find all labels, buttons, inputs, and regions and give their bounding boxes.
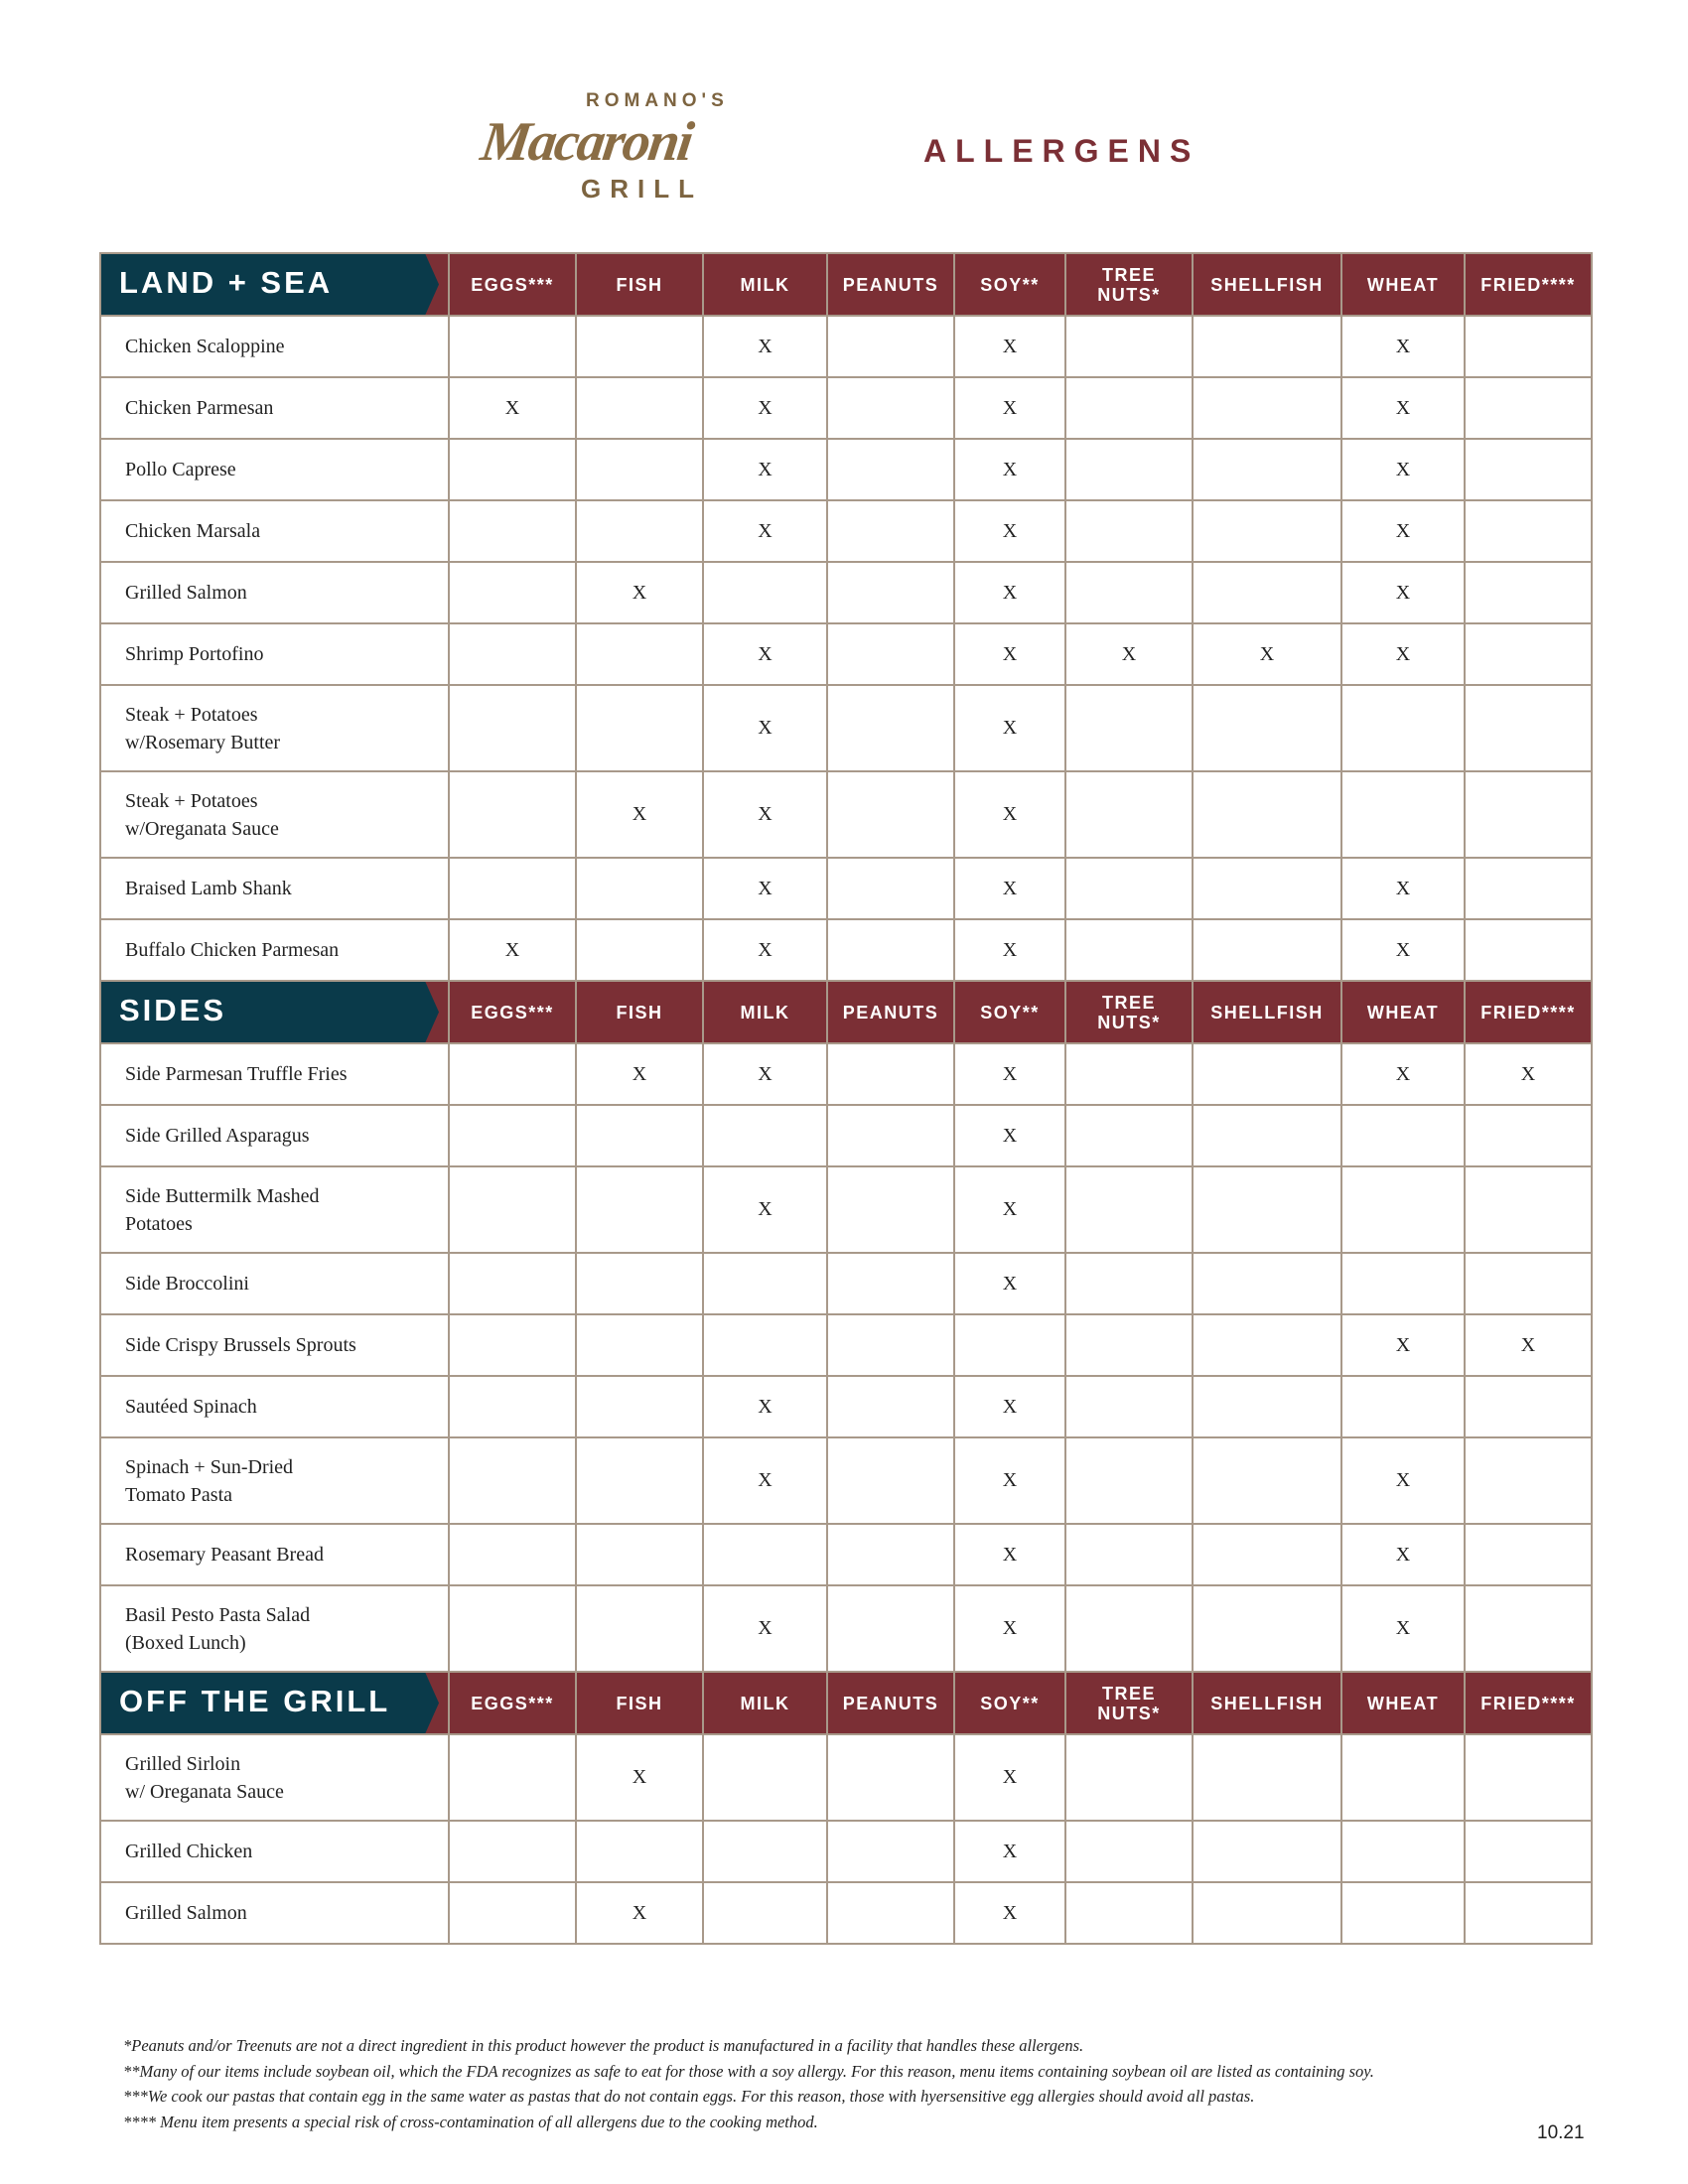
allergen-cell: X — [1341, 919, 1465, 981]
menu-item-name: Steak + Potatoes w/Oreganata Sauce — [100, 771, 449, 858]
allergen-cell: X — [954, 1585, 1065, 1672]
allergen-cell: X — [954, 1882, 1065, 1944]
allergen-cell — [576, 919, 703, 981]
allergen-cell — [1465, 771, 1592, 858]
table-row — [100, 858, 1592, 919]
allergen-cell: X — [1341, 1437, 1465, 1524]
version-label: 10.21 — [1537, 2122, 1585, 2143]
allergen-cell: X — [954, 562, 1065, 623]
allergen-cell — [449, 1734, 576, 1821]
section-title-text: OFF THE GRILL — [119, 1683, 391, 1718]
allergen-cell — [827, 377, 954, 439]
menu-item-name: Grilled Salmon — [100, 1882, 449, 1944]
allergen-cell — [1065, 1821, 1193, 1882]
allergen-cell — [576, 377, 703, 439]
section-title-text: SIDES — [119, 992, 227, 1027]
allergen-cell — [576, 858, 703, 919]
allergen-cell — [1465, 439, 1592, 500]
allergen-cell — [576, 1105, 703, 1166]
allergen-cell — [1193, 1314, 1341, 1376]
menu-item-name: Chicken Scaloppine — [100, 316, 449, 377]
allergen-cell: X — [954, 439, 1065, 500]
allergen-cell — [1193, 1376, 1341, 1437]
allergen-cell — [1193, 439, 1341, 500]
allergen-cell — [1465, 685, 1592, 771]
allergen-cell — [576, 1524, 703, 1585]
allergen-cell — [449, 562, 576, 623]
allergen-cell — [449, 1585, 576, 1672]
allergen-cell — [1065, 1734, 1193, 1821]
allergen-cell — [576, 623, 703, 685]
allergen-cell: X — [703, 316, 827, 377]
allergen-cell: X — [954, 771, 1065, 858]
allergen-cell: X — [703, 623, 827, 685]
allergen-cell — [954, 1314, 1065, 1376]
allergen-cell — [703, 1524, 827, 1585]
allergen-cell — [449, 623, 576, 685]
menu-item-name: Grilled Sirloin w/ Oreganata Sauce — [100, 1734, 449, 1821]
footnote: **** Menu item presents a special risk of cross-contamination of all allergens due to the cooking method. — [123, 2112, 818, 2131]
allergen-cell — [703, 1821, 827, 1882]
allergen-cell: X — [449, 377, 576, 439]
allergen-cell — [1341, 1105, 1465, 1166]
menu-item-name: Side Broccolini — [100, 1253, 449, 1314]
allergen-cell — [1465, 1882, 1592, 1944]
allergen-cell — [1193, 1821, 1341, 1882]
allergen-cell — [703, 1105, 827, 1166]
menu-item-name: Spinach + Sun-Dried Tomato Pasta — [100, 1437, 449, 1524]
allergen-cell — [827, 1734, 954, 1821]
menu-item-name: Basil Pesto Pasta Salad (Boxed Lunch) — [100, 1585, 449, 1672]
allergen-cell — [1065, 439, 1193, 500]
table-row — [100, 500, 1592, 562]
allergen-cell: X — [703, 439, 827, 500]
allergen-cell — [576, 1437, 703, 1524]
allergen-cell: X — [1341, 500, 1465, 562]
table-row — [100, 562, 1592, 623]
column-header: PEANUTS — [827, 1672, 954, 1734]
column-header: PEANUTS — [827, 981, 954, 1043]
allergen-cell — [1465, 919, 1592, 981]
allergen-cell: X — [954, 685, 1065, 771]
menu-item-name: Buffalo Chicken Parmesan — [100, 919, 449, 981]
allergen-cell — [827, 1437, 954, 1524]
column-header: FISH — [576, 1672, 703, 1734]
allergen-cell — [576, 1166, 703, 1253]
table-row — [100, 439, 1592, 500]
menu-item-name: Sautéed Spinach — [100, 1376, 449, 1437]
table-row — [100, 1821, 1592, 1882]
allergen-cell — [576, 685, 703, 771]
menu-item-name: Chicken Marsala — [100, 500, 449, 562]
allergen-cell — [449, 1166, 576, 1253]
column-header: MILK — [703, 981, 827, 1043]
allergen-cell — [1065, 1376, 1193, 1437]
allergen-cell — [576, 1376, 703, 1437]
column-header: MILK — [703, 253, 827, 316]
allergen-cell: X — [1341, 1524, 1465, 1585]
menu-item-name: Side Grilled Asparagus — [100, 1105, 449, 1166]
menu-item-name: Side Parmesan Truffle Fries — [100, 1043, 449, 1105]
allergen-cell: X — [954, 1376, 1065, 1437]
menu-item-name: Pollo Caprese — [100, 439, 449, 500]
allergen-cell — [1065, 1105, 1193, 1166]
column-header: FRIED**** — [1465, 981, 1592, 1043]
allergen-cell: X — [703, 500, 827, 562]
column-header: WHEAT — [1341, 981, 1465, 1043]
column-header: PEANUTS — [827, 253, 954, 316]
allergen-cell — [1465, 1524, 1592, 1585]
column-header: WHEAT — [1341, 253, 1465, 316]
allergen-cell — [827, 771, 954, 858]
logo-romanos: ROMANO'S — [586, 90, 729, 111]
allergen-cell — [1465, 500, 1592, 562]
allergen-cell — [1193, 919, 1341, 981]
allergen-cell — [576, 500, 703, 562]
allergen-cell — [827, 1882, 954, 1944]
allergen-cell: X — [576, 771, 703, 858]
allergen-cell — [1193, 562, 1341, 623]
allergen-cell: X — [954, 1043, 1065, 1105]
allergen-cell: X — [954, 1253, 1065, 1314]
allergen-cell — [1193, 1043, 1341, 1105]
allergen-cell — [449, 1253, 576, 1314]
allergen-cell: X — [954, 1437, 1065, 1524]
allergen-cell — [1465, 1166, 1592, 1253]
table-row — [100, 685, 1592, 771]
table-row — [100, 919, 1592, 981]
allergen-cell — [827, 500, 954, 562]
menu-item-name: Shrimp Portofino — [100, 623, 449, 685]
allergen-cell — [827, 1376, 954, 1437]
allergen-cell: X — [1193, 623, 1341, 685]
allergen-cell — [576, 1585, 703, 1672]
allergen-cell — [1193, 858, 1341, 919]
allergen-cell — [449, 1105, 576, 1166]
column-header: FRIED**** — [1465, 253, 1592, 316]
allergen-cell: X — [703, 1585, 827, 1672]
table-row — [100, 1734, 1592, 1821]
allergen-cell — [1465, 1253, 1592, 1314]
menu-item-name: Side Buttermilk Mashed Potatoes — [100, 1166, 449, 1253]
column-header: MILK — [703, 1672, 827, 1734]
allergen-cell: X — [1341, 623, 1465, 685]
allergen-cell: X — [954, 500, 1065, 562]
section-title — [100, 981, 449, 1043]
allergen-cell — [1341, 1734, 1465, 1821]
allergen-cell: X — [576, 1734, 703, 1821]
footnote: ***We cook our pastas that contain egg in the same water as pastas that do not contain eggs. For this reason, those with hyersensitive egg allergies should avoid all pastas. — [123, 2087, 1255, 2106]
allergen-cell — [827, 1314, 954, 1376]
allergen-cell — [1193, 771, 1341, 858]
allergen-cell: X — [703, 1043, 827, 1105]
column-header: TREE NUTS* — [1065, 253, 1193, 316]
allergen-cell — [1341, 1166, 1465, 1253]
allergen-cell: X — [703, 771, 827, 858]
allergen-cell: X — [1341, 439, 1465, 500]
column-header: SHELLFISH — [1193, 981, 1341, 1043]
menu-item-name: Grilled Chicken — [100, 1821, 449, 1882]
allergen-cell — [1465, 316, 1592, 377]
table-row — [100, 771, 1592, 858]
allergen-cell — [576, 439, 703, 500]
allergen-cell: X — [954, 377, 1065, 439]
allergen-cell — [1465, 1734, 1592, 1821]
allergen-cell — [703, 562, 827, 623]
allergen-cell — [1465, 1437, 1592, 1524]
section-title — [100, 1672, 449, 1734]
allergen-cell — [827, 1821, 954, 1882]
column-header: WHEAT — [1341, 1672, 1465, 1734]
column-header: SOY** — [954, 1672, 1065, 1734]
section-header — [100, 253, 1592, 316]
allergen-cell: X — [576, 1043, 703, 1105]
table-row — [100, 1166, 1592, 1253]
allergen-cell — [827, 1166, 954, 1253]
allergen-cell — [1065, 1043, 1193, 1105]
allergen-cell — [1065, 1882, 1193, 1944]
allergen-table — [99, 252, 1593, 1945]
allergen-cell — [1341, 1821, 1465, 1882]
allergen-cell: X — [1341, 1043, 1465, 1105]
allergen-cell — [449, 1437, 576, 1524]
allergen-cell — [827, 858, 954, 919]
allergen-cell — [827, 685, 954, 771]
allergen-cell — [1065, 685, 1193, 771]
allergen-cell: X — [954, 1166, 1065, 1253]
table-row — [100, 1105, 1592, 1166]
allergen-cell — [1193, 1882, 1341, 1944]
allergen-cell: X — [954, 919, 1065, 981]
allergen-cell — [449, 1882, 576, 1944]
table-row — [100, 316, 1592, 377]
allergen-cell — [1465, 1585, 1592, 1672]
allergen-cell: X — [576, 562, 703, 623]
column-header: SHELLFISH — [1193, 1672, 1341, 1734]
allergen-cell — [1065, 500, 1193, 562]
allergen-cell — [703, 1314, 827, 1376]
allergen-cell — [703, 1734, 827, 1821]
page-title: ALLERGENS — [923, 133, 1200, 169]
allergen-cell — [576, 1314, 703, 1376]
menu-item-name: Braised Lamb Shank — [100, 858, 449, 919]
allergen-cell — [1065, 562, 1193, 623]
allergen-cell: X — [1465, 1043, 1592, 1105]
section-title — [100, 253, 449, 316]
table-row — [100, 1253, 1592, 1314]
allergen-cell — [827, 1585, 954, 1672]
allergen-cell — [1465, 1105, 1592, 1166]
allergen-cell: X — [1341, 377, 1465, 439]
allergen-cell — [1193, 377, 1341, 439]
table-row — [100, 1524, 1592, 1585]
allergen-cell: X — [954, 1524, 1065, 1585]
menu-item-name: Steak + Potatoes w/Rosemary Butter — [100, 685, 449, 771]
allergen-cell — [1065, 1437, 1193, 1524]
allergen-cell — [449, 858, 576, 919]
allergen-cell — [449, 316, 576, 377]
allergen-cell — [1193, 1524, 1341, 1585]
column-header: EGGS*** — [449, 1672, 576, 1734]
table-row — [100, 1882, 1592, 1944]
allergen-cell — [1193, 500, 1341, 562]
footnotes — [123, 2033, 1374, 2134]
menu-item-name: Grilled Salmon — [100, 562, 449, 623]
allergen-cell — [1193, 1734, 1341, 1821]
menu-item-name: Side Crispy Brussels Sprouts — [100, 1314, 449, 1376]
table-row — [100, 1043, 1592, 1105]
allergen-cell — [1065, 1166, 1193, 1253]
allergen-cell: X — [1341, 1585, 1465, 1672]
column-header: TREE NUTS* — [1065, 981, 1193, 1043]
allergen-cell — [1465, 377, 1592, 439]
allergen-cell — [449, 771, 576, 858]
section-header — [100, 1672, 1592, 1734]
allergen-cell — [703, 1882, 827, 1944]
allergen-cell — [1065, 919, 1193, 981]
allergen-cell — [1465, 1376, 1592, 1437]
footnote: *Peanuts and/or Treenuts are not a direct ingredient in this product however the product is manufactured in a facility that handles these allergens. — [123, 2036, 1084, 2055]
allergen-cell — [1193, 1253, 1341, 1314]
allergen-cell — [827, 316, 954, 377]
allergen-cell: X — [954, 316, 1065, 377]
column-header: EGGS*** — [449, 253, 576, 316]
allergen-cell — [449, 1314, 576, 1376]
allergen-cell — [1065, 377, 1193, 439]
allergen-cell: X — [1465, 1314, 1592, 1376]
allergen-cell: X — [576, 1882, 703, 1944]
footnote: **Many of our items include soybean oil, which the FDA recognizes as safe to eat for those with a soy allergy. For this reason, menu items containing soybean oil are listed as containing soy. — [123, 2061, 1374, 2081]
column-header: FRIED**** — [1465, 1672, 1592, 1734]
table-row — [100, 377, 1592, 439]
table-row — [100, 1314, 1592, 1376]
allergen-cell — [449, 500, 576, 562]
allergen-cell: X — [703, 1376, 827, 1437]
allergen-cell — [703, 1253, 827, 1314]
table-row — [100, 1585, 1592, 1672]
column-header: FISH — [576, 253, 703, 316]
allergen-cell — [1193, 1585, 1341, 1672]
allergen-cell — [576, 1821, 703, 1882]
column-header: SOY** — [954, 981, 1065, 1043]
allergen-cell — [827, 1043, 954, 1105]
allergen-cell — [1193, 316, 1341, 377]
allergen-cell — [1341, 685, 1465, 771]
allergen-cell — [449, 1376, 576, 1437]
allergen-cell — [1065, 858, 1193, 919]
allergen-cell — [449, 685, 576, 771]
allergen-cell — [1341, 1882, 1465, 1944]
allergen-cell: X — [703, 1166, 827, 1253]
allergen-cell: X — [449, 919, 576, 981]
allergen-cell: X — [703, 1437, 827, 1524]
allergen-cell — [449, 439, 576, 500]
allergen-cell — [1193, 1437, 1341, 1524]
allergen-cell: X — [703, 919, 827, 981]
section-title-text: LAND + SEA — [119, 264, 334, 300]
allergen-cell: X — [954, 1105, 1065, 1166]
allergen-cell — [1465, 858, 1592, 919]
allergen-cell — [1065, 1314, 1193, 1376]
table-row — [100, 1376, 1592, 1437]
allergen-cell: X — [703, 685, 827, 771]
allergen-cell: X — [1341, 1314, 1465, 1376]
allergen-cell — [827, 1524, 954, 1585]
allergen-cell — [1465, 623, 1592, 685]
column-header: SHELLFISH — [1193, 253, 1341, 316]
allergen-cell — [1065, 1524, 1193, 1585]
allergen-cell — [449, 1524, 576, 1585]
allergen-cell — [1465, 562, 1592, 623]
menu-item-name: Chicken Parmesan — [100, 377, 449, 439]
allergen-cell — [1341, 771, 1465, 858]
allergen-cell: X — [1065, 623, 1193, 685]
macaroni-grill-logo — [477, 90, 819, 206]
logo-grill: GRILL — [581, 174, 703, 204]
allergen-cell — [1065, 771, 1193, 858]
allergen-cell — [1341, 1376, 1465, 1437]
allergen-cell: X — [1341, 562, 1465, 623]
logo-macaroni: Macaroni — [477, 111, 696, 173]
allergen-cell — [1065, 1585, 1193, 1672]
allergen-cell — [827, 562, 954, 623]
table-row — [100, 1437, 1592, 1524]
column-header: FISH — [576, 981, 703, 1043]
allergen-cell — [1341, 1253, 1465, 1314]
allergen-cell — [1193, 685, 1341, 771]
allergen-cell: X — [703, 858, 827, 919]
allergen-cell — [1065, 1253, 1193, 1314]
allergen-cell: X — [1341, 858, 1465, 919]
section-header — [100, 981, 1592, 1043]
menu-item-name: Rosemary Peasant Bread — [100, 1524, 449, 1585]
column-header: TREE NUTS* — [1065, 1672, 1193, 1734]
allergen-cell: X — [954, 858, 1065, 919]
allergen-cell — [449, 1043, 576, 1105]
allergen-cell — [827, 1105, 954, 1166]
allergen-cell: X — [954, 1734, 1065, 1821]
allergen-cell: X — [954, 1821, 1065, 1882]
allergen-cell — [827, 919, 954, 981]
allergen-cell: X — [1341, 316, 1465, 377]
column-header: SOY** — [954, 253, 1065, 316]
allergen-cell — [1193, 1105, 1341, 1166]
allergen-cell — [827, 439, 954, 500]
allergen-cell — [449, 1821, 576, 1882]
allergen-cell: X — [703, 377, 827, 439]
allergen-cell — [1465, 1821, 1592, 1882]
allergen-cell — [827, 1253, 954, 1314]
allergen-cell: X — [954, 623, 1065, 685]
allergen-cell — [827, 623, 954, 685]
allergen-cell — [1193, 1166, 1341, 1253]
allergen-cell — [576, 316, 703, 377]
allergen-cell — [1065, 316, 1193, 377]
allergen-cell — [576, 1253, 703, 1314]
table-row — [100, 623, 1592, 685]
column-header: EGGS*** — [449, 981, 576, 1043]
